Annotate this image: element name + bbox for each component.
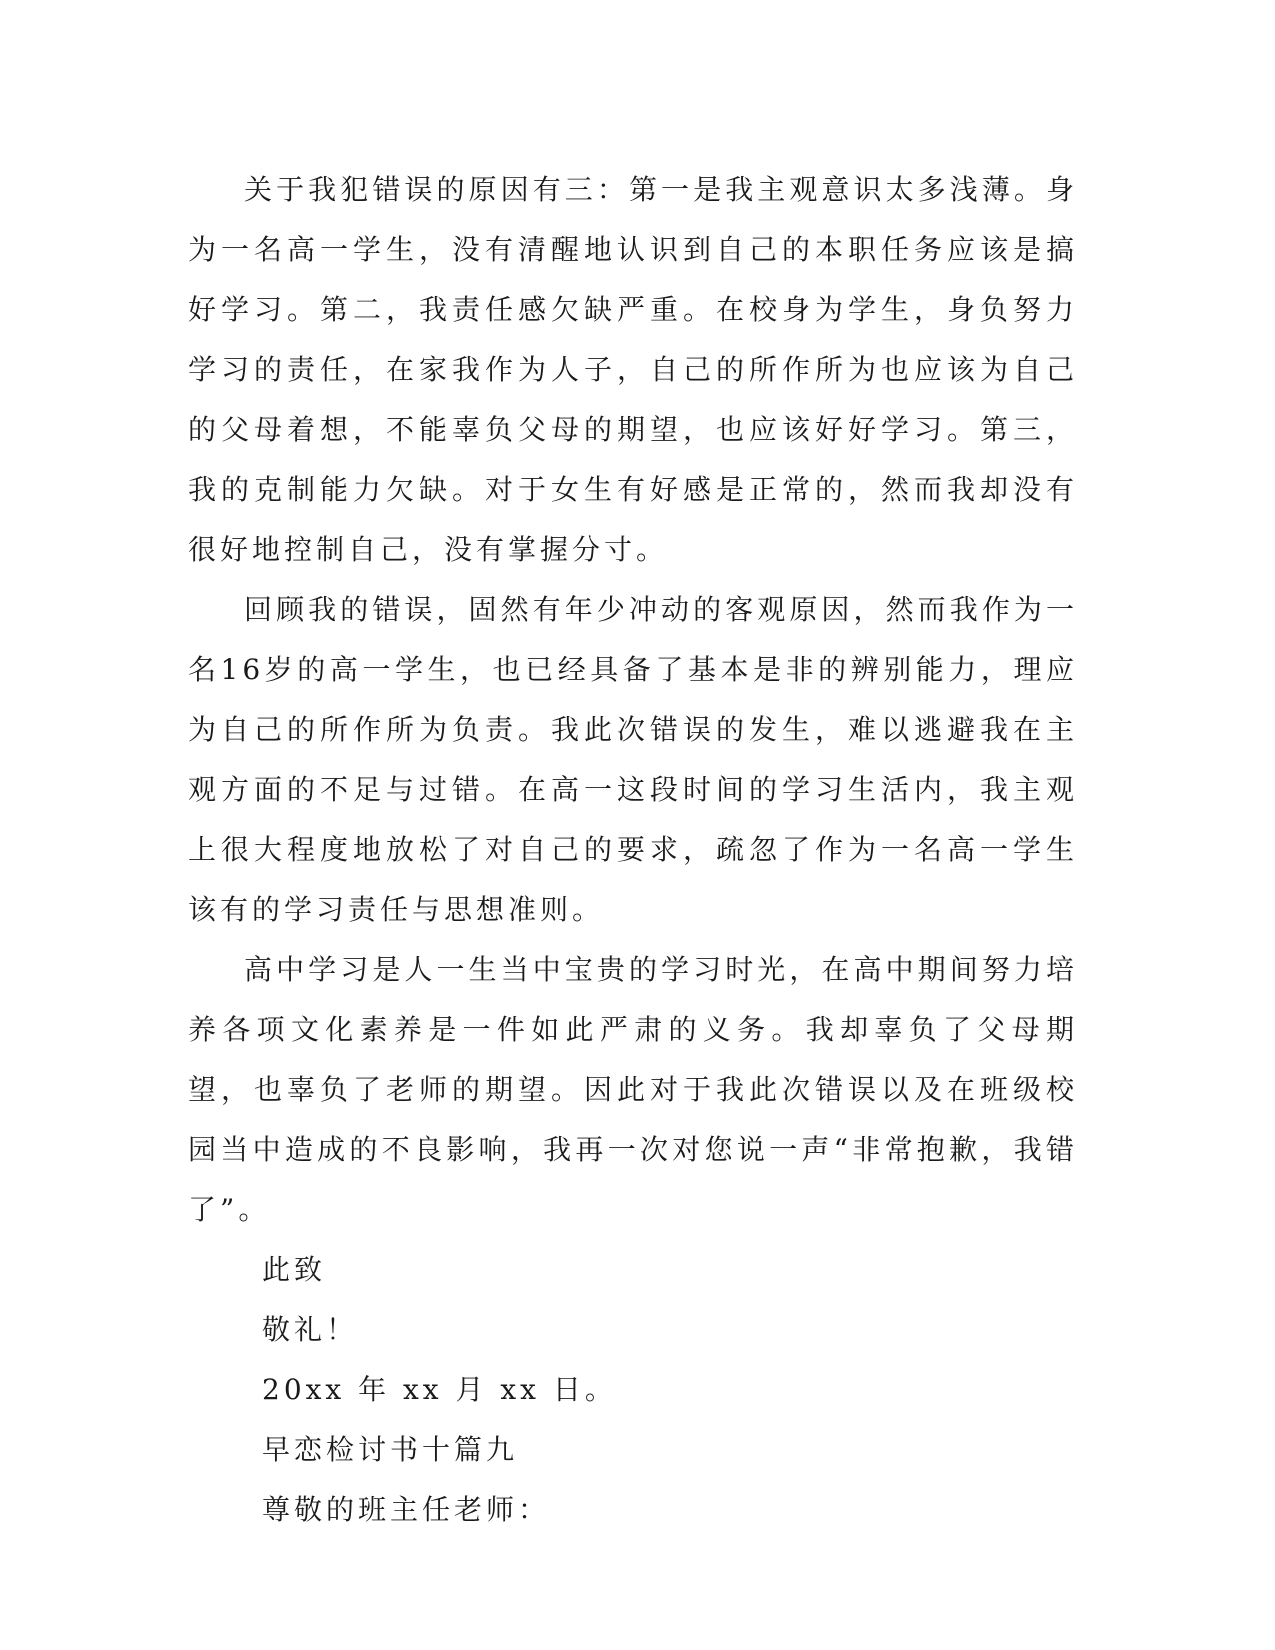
date-line: 20xx 年 xx 月 xx 日。 bbox=[262, 1373, 617, 1406]
paragraph-reasons: 关于我犯错误的原因有三：第一是我主观意识太多浅薄。身为一名高一学生，没有清醒地认识到自己的本职任务应该是搞好学习。第二，我责任感欠缺严重。在校身为学生，身负努力学习的责任，在家我作为人子，自己的所作所为也应该为自己的父母着想，不能辜负父母的期望，也应该好好学习。第三，我的克制能力欠缺。对于女生有好感是正常的，然而我却没有很好地控制自己，没有掌握分寸。 bbox=[188, 173, 1078, 566]
next-letter-greeting: 尊敬的班主任老师： bbox=[262, 1493, 551, 1526]
next-letter-title: 早恋检讨书十篇九 bbox=[262, 1433, 519, 1466]
document-body bbox=[188, 160, 1078, 1540]
salute-line: 敬礼！ bbox=[262, 1313, 359, 1346]
paragraph-high-school: 高中学习是人一生当中宝贵的学习时光，在高中期间努力培养各项文化素养是一件如此严肃的义务。我却辜负了父母期望，也辜负了老师的期望。因此对于我此次错误以及在班级校园当中造成的不良影响，我再一次对您说一声“非常抱歉，我错了”。 bbox=[188, 953, 1078, 1226]
closing-line: 此致 bbox=[262, 1253, 327, 1286]
paragraph-review: 回顾我的错误，固然有年少冲动的客观原因，然而我作为一名16岁的高一学生，也已经具备了基本是非的辨别能力，理应为自己的所作所为负责。我此次错误的发生，难以逃避我在主观方面的不足与过错。在高一这段时间的学习生活内，我主观上很大程度地放松了对自己的要求，疏忽了作为一名高一学生该有的学习责任与思想准则。 bbox=[188, 593, 1078, 926]
